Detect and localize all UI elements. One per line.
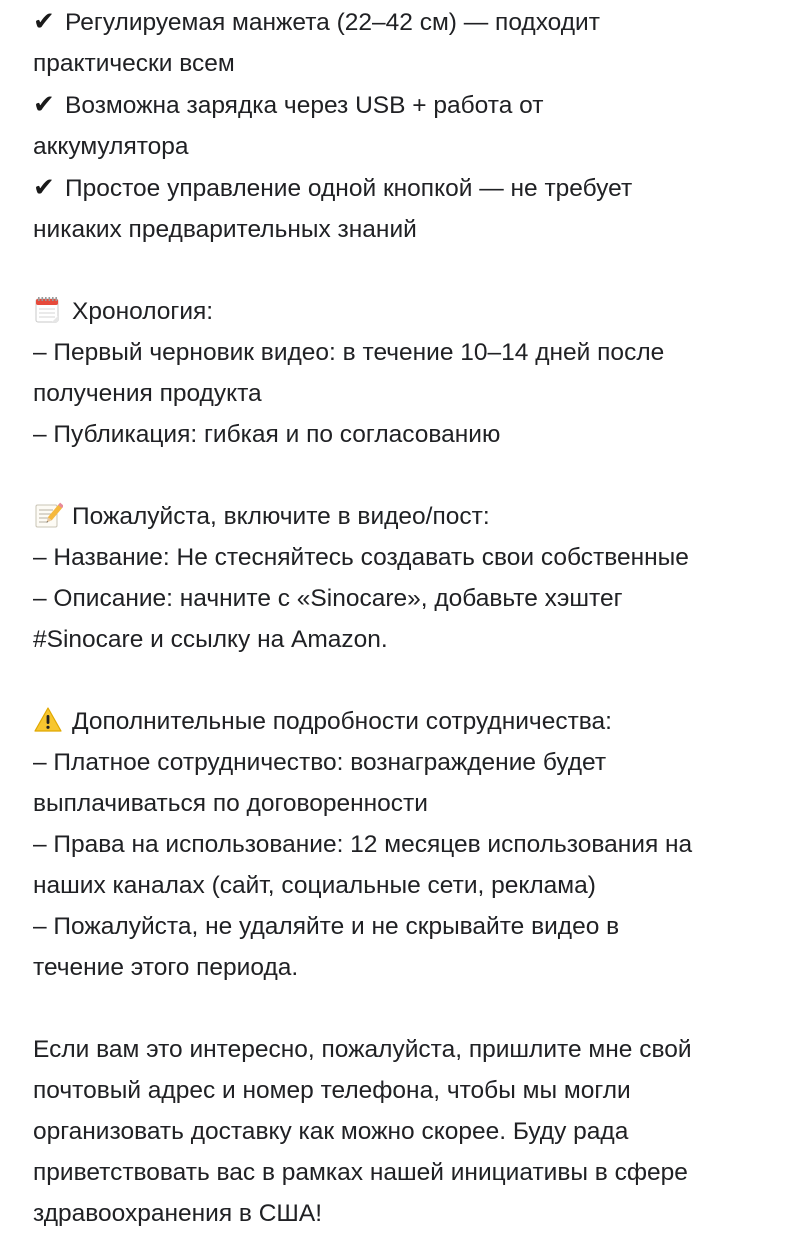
check-icon: ✔ <box>33 89 55 119</box>
details-item-1-cont: выплачиваться по договоренности <box>33 790 428 817</box>
include-item-2: – Описание: начните с «Sinocare», добавьте хэштег <box>33 585 623 612</box>
timeline-section <box>33 291 803 455</box>
check-icon: ✔ <box>33 6 55 36</box>
details-item-2-cont: наших каналах (сайт, социальные сети, реклама) <box>33 872 596 899</box>
benefit-1-line-2: практически всем <box>33 50 235 77</box>
benefit-2-line-2: аккумулятора <box>33 133 189 160</box>
memo-icon <box>33 500 63 530</box>
closing-line-2: почтовый адрес и номер телефона, чтобы мы могли <box>33 1077 631 1104</box>
include-item-1: – Название: Не стесняйтесь создавать свои собственные <box>33 544 689 571</box>
details-item-3: – Пожалуйста, не удаляйте и не скрывайте видео в <box>33 913 620 940</box>
warning-icon <box>33 705 63 735</box>
closing-line-4: приветствовать вас в рамках нашей инициативы в сфере <box>33 1159 688 1186</box>
include-item-2-cont: #Sinocare и ссылку на Amazon. <box>33 626 388 653</box>
timeline-heading: Хронология: <box>33 291 803 332</box>
message-body <box>33 0 803 1234</box>
calendar-icon <box>33 295 63 325</box>
benefit-1-line-1: ✔ Регулируемая манжета (22–42 см) — подходит <box>33 1 803 43</box>
details-heading: Дополнительные подробности сотрудничества: <box>33 701 803 742</box>
timeline-item-2: – Публикация: гибкая и по согласованию <box>33 421 501 448</box>
benefits-list <box>33 1 803 250</box>
benefit-3-line-1: ✔ Простое управление одной кнопкой — не требует <box>33 167 803 209</box>
details-item-2: – Права на использование: 12 месяцев использования на <box>33 831 693 858</box>
timeline-item-1-cont: получения продукта <box>33 380 262 407</box>
benefit-2-line-1: ✔ Возможна зарядка через USB + работа от <box>33 84 803 126</box>
include-section <box>33 496 803 660</box>
check-icon: ✔ <box>33 172 55 202</box>
closing-line-5: здравоохранения в США! <box>33 1200 323 1227</box>
benefit-3-line-2: никаких предварительных знаний <box>33 216 417 243</box>
closing-paragraph <box>33 1029 803 1234</box>
details-section <box>33 701 803 988</box>
details-item-1: – Платное сотрудничество: вознаграждение будет <box>33 749 607 776</box>
details-item-3-cont: течение этого периода. <box>33 954 299 981</box>
include-heading: Пожалуйста, включите в видео/пост: <box>33 496 803 537</box>
closing-line-3: организовать доставку как можно скорее. Буду рада <box>33 1118 629 1145</box>
timeline-item-1: – Первый черновик видео: в течение 10–14 дней после <box>33 339 665 366</box>
closing-line-1: Если вам это интересно, пожалуйста, пришлите мне свой <box>33 1036 692 1063</box>
